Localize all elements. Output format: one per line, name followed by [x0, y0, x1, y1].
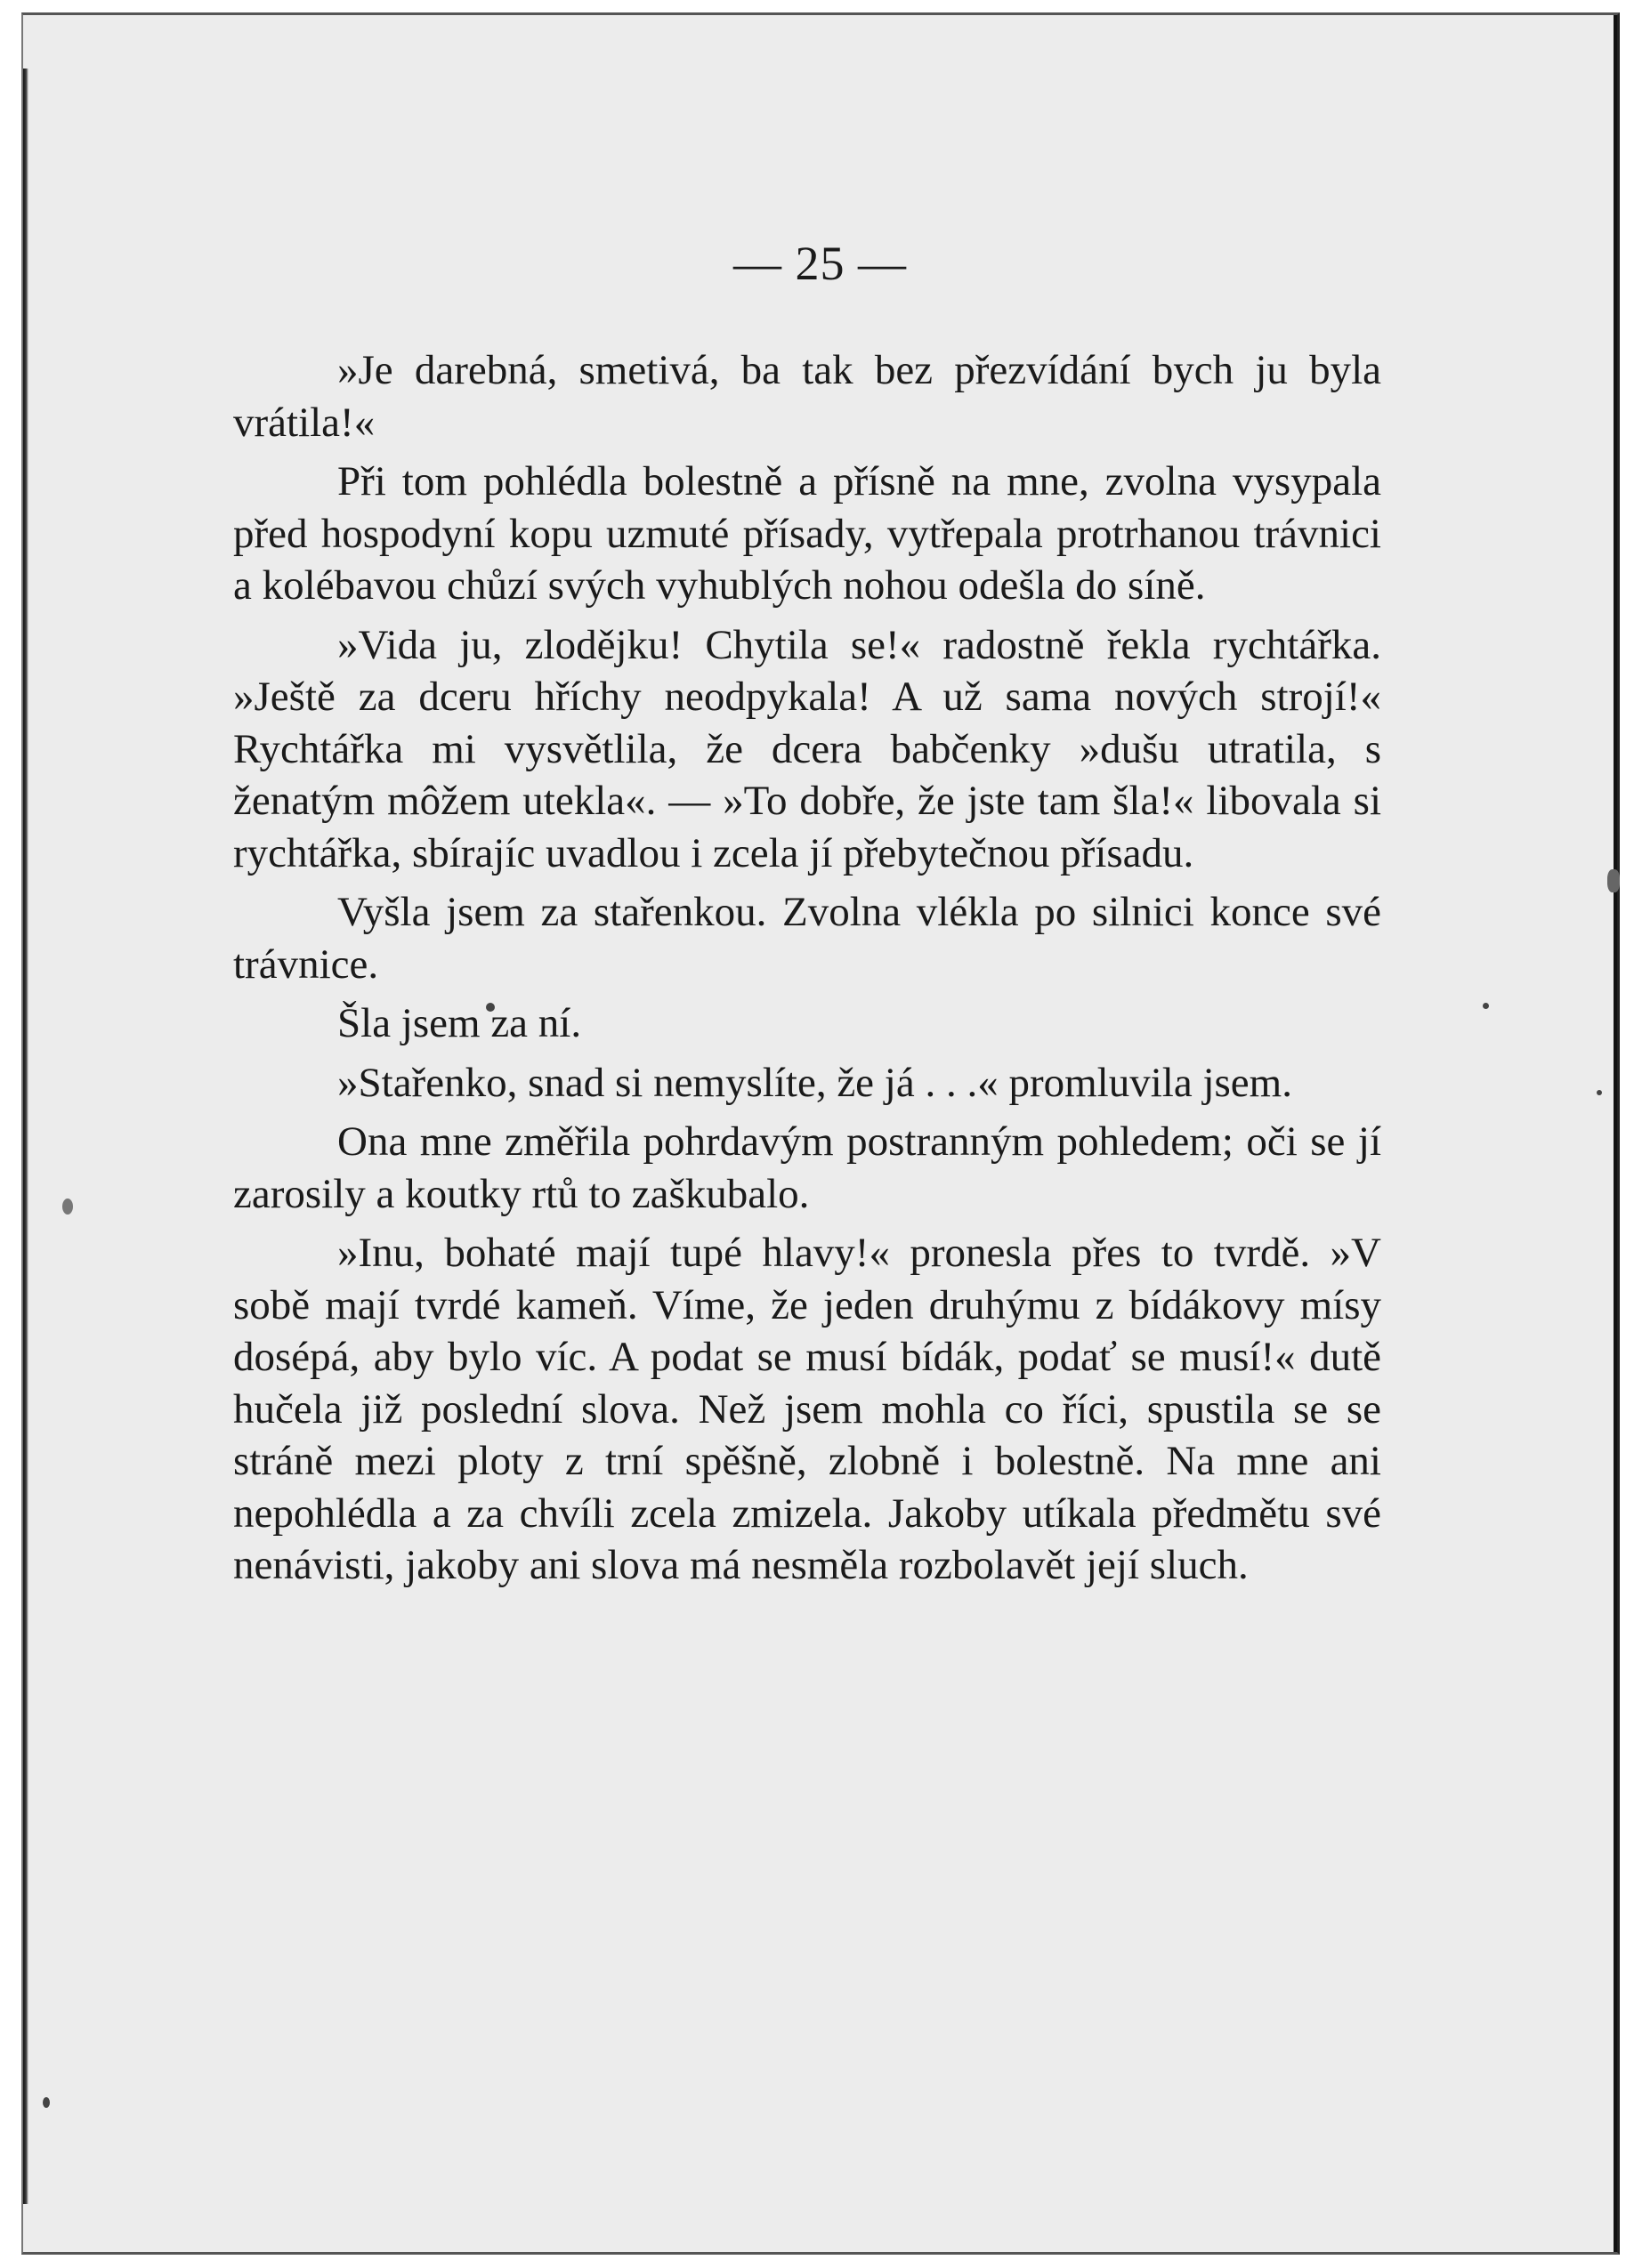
page-number: — 25 — [733, 237, 907, 290]
page-binding-edge [23, 69, 28, 2204]
page-right-edge [1614, 15, 1617, 2252]
paragraph: Při tom pohlédla bolestně a přísně na mne, zvolna vysypala před hospodyní kopu uzmuté přísady, vytřepala protrhanou trávnici a kolébavou chůzí svých vyhublých nohou odešla do síně. [233, 458, 1381, 609]
paragraph: Vyšla jsem za stařenkou. Zvolna vlékla po silnici konce své trávnice. [233, 889, 1381, 988]
paragraph: »Inu, bohaté mají tupé hlavy!« pronesla přes to tvrdě. »V sobě mají tvrdé kameň. Víme, že jeden druhýmu z bídákovy mísy dosépá, aby bylo víc. A podat se musí bídák, podať se musí!« dutě hučela již poslední slova. Než jsem mohla co říci, spustila se se stráně mezi ploty z trní spěšně, zlobně i bolestně. Na mne ani nepohlédla a za chvíli zcela zmizela. Jakoby utíkala předmětu své nenávisti, jakoby ani slova má nesměla rozbolavět její sluch. [233, 1230, 1381, 1588]
paragraph: »Vida ju, zlodějku! Chytila se!« radostně řekla rychtářka. »Ještě za dceru hříchy neodpykala! A už sama nových strojí!« Rychtářka mi vysvětlila, že dcera babčenky »dušu utratila, s ženatým môžem utekla«. — »To dobře, že jste tam šla!« libovala si rychtářka, sbírajíc uvadlou i zcela jí přebytečnou přísadu. [233, 621, 1381, 876]
scanned-page [21, 12, 1620, 2255]
paragraph: »Je darebná, smetivá, ba tak bez přezvídání bych ju byla vrátila!« [233, 347, 1381, 446]
paragraph: »Stařenko, snad si nemyslíte, že já . . .« promluvila jsem. [337, 1059, 1292, 1106]
scan-speck [62, 1199, 73, 1215]
scan-speck [1597, 1090, 1602, 1095]
scan-speck [43, 2097, 50, 2108]
body-text [233, 344, 1381, 1599]
paragraph: Ona mne změřila pohrdavým postranným pohledem; oči se jí zarosily a koutky rtů to zaškubalo. [233, 1118, 1381, 1217]
paragraph: Šla jsem za ní. [337, 1000, 582, 1046]
scan-speck [1483, 1003, 1489, 1009]
scan-speck [1607, 869, 1620, 892]
